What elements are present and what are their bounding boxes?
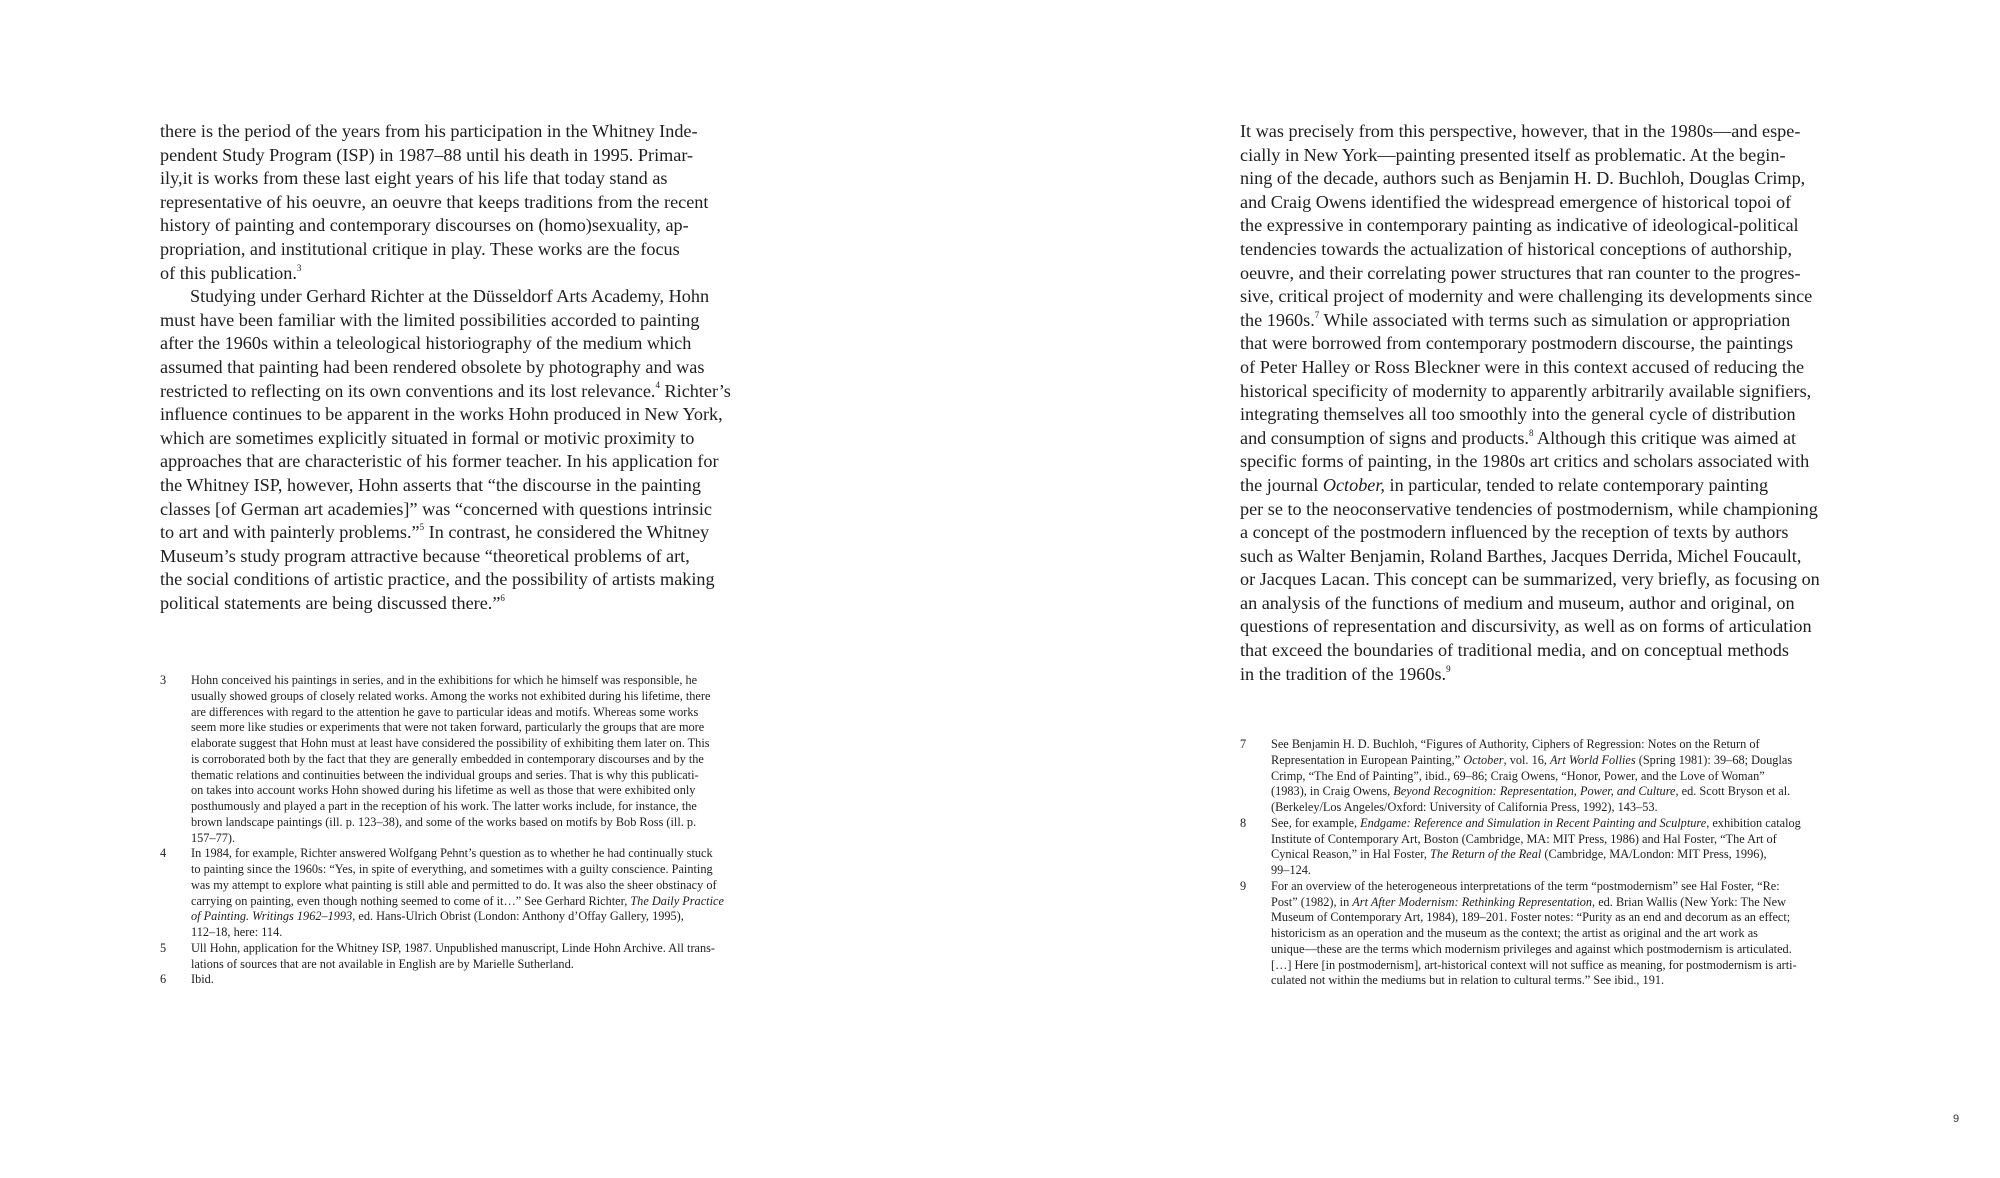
body-line: It was precisely from this perspective, however, that in the 1980s—and espe-: [1240, 121, 1801, 141]
footnote-line: (Berkeley/Los Angeles/Oxford: University of California Press, 1992), 143–53.: [1271, 800, 1658, 814]
body-line: must have been familiar with the limited possibilities accorded to painting: [160, 309, 700, 330]
footnote-line: are differences with regard to the attention he gave to particular ideas and motifs. Whereas some works: [191, 704, 699, 719]
body-line: [160, 521, 800, 545]
footnote-text: [191, 846, 800, 941]
footnote-line: [1271, 753, 1880, 769]
body-line: [1240, 474, 1880, 498]
footnote-line: [191, 894, 800, 910]
body-line: an analysis of the functions of medium and museum, author and original, on: [1240, 592, 1795, 613]
body-line: [160, 380, 800, 404]
body-line: ning of the decade, authors such as Benjamin H. D. Buchloh, Douglas Crimp,: [1240, 168, 1806, 189]
body-line: integrating themselves all too smoothly into the general cycle of distribution: [1240, 404, 1796, 425]
issue-title: Art World Follies: [1550, 752, 1636, 767]
footnote-fragment: , ed. Brian Wallis (New York: The New: [1592, 894, 1786, 909]
footnote-4: [160, 846, 800, 941]
book-title: The Daily Practice: [630, 893, 724, 908]
body-line: specific forms of painting, in the 1980s art critics and scholars associated with: [1240, 451, 1810, 472]
footnote-line: is corroborated both by the fact that they are generally embedded in contemporary discourses and by the: [191, 751, 704, 766]
body-line: after the 1960s within a teleological historiography of the medium which: [160, 333, 692, 354]
body-line: that were borrowed from contemporary postmodern discourse, the paintings: [1240, 333, 1794, 354]
footnote-fragment: (1983), in Craig Owens,: [1271, 784, 1394, 799]
footnote-line: [1271, 895, 1880, 911]
body-line: such as Walter Benjamin, Roland Barthes, Jacques Derrida, Michel Foucault,: [1240, 545, 1802, 566]
footnote-fragment: Cynical Reason,” in Hal Foster,: [1271, 847, 1430, 862]
body-line: of Peter Halley or Ross Bleckner were in this context accused of reducing the: [1240, 356, 1805, 377]
body-line: history of painting and contemporary discourses on (homo)sexuality, ap-: [160, 215, 689, 236]
footnote-fragment: , vol. 16,: [1503, 752, 1551, 767]
body-line: Museum’s study program attractive because “theoretical problems of art,: [160, 545, 690, 566]
book-title: of Painting. Writings 1962–1993: [191, 909, 353, 924]
body-line: [160, 592, 800, 616]
footnote-line: thematic relations and continuities between the individual groups and series. That is why this publicati-: [191, 767, 699, 782]
footnote-6: [160, 972, 800, 988]
body-line: that exceed the boundaries of traditional media, and on conceptual methods: [1240, 640, 1789, 661]
footnote-line: was my attempt to explore what painting is still able and permitted to do. It was also the sheer obstinacy of: [191, 877, 717, 892]
body-line: Studying under Gerhard Richter at the Düsseldorf Arts Academy, Hohn: [190, 286, 710, 307]
footnote-line: historicism as an operation and the museum as the context; the artist as original and the art work as: [1271, 926, 1758, 940]
body-line: propriation, and institutional critique in play. These works are the focus: [160, 238, 680, 259]
footnote-line: Museum of Contemporary Art, 1984), 189–201. Foster notes: “Purity as an end and decorum as an effect;: [1271, 910, 1791, 925]
body-line: [1240, 427, 1880, 451]
footnote-text: [1271, 737, 1880, 816]
book-title: Beyond Recognition: Representation, Power, and Culture: [1393, 784, 1676, 799]
body-text-fragment: Although this critique was aimed at: [1533, 427, 1797, 448]
footnote-fragment: (Spring 1981): 39–68; Douglas: [1635, 752, 1793, 767]
body-line: classes [of German art academies]” was “concerned with questions intrinsic: [160, 498, 712, 519]
footnote-line: [191, 909, 800, 925]
body-line: sive, critical project of modernity and were challenging its developments since: [1240, 286, 1813, 307]
footnote-fragment: Post” (1982), in: [1271, 894, 1353, 909]
footnote-line: posthumously and played a part in the reception of his work. The latter works include, for instance, the: [191, 799, 697, 813]
footnote-line: Ull Hohn, application for the Whitney ISP, 1987. Unpublished manuscript, Linde Hohn Archive. All trans-: [191, 940, 716, 955]
footnote-ref-6[interactable]: 6: [500, 592, 505, 603]
body-line: [160, 262, 800, 286]
book-title: Endgame: Reference and Simulation in Recent Painting and Sculpture: [1360, 815, 1707, 830]
body-line: tendencies towards the actualization of historical conceptions of authorship,: [1240, 238, 1793, 259]
footnote-line: seem more like studies or experiments that were not taken forward, particularly the groups that are more: [191, 720, 705, 735]
footnote-ref-8[interactable]: 8: [1528, 427, 1534, 438]
body-line: or Jacques Lacan. This concept can be summarized, very briefly, as focusing on: [1240, 569, 1820, 590]
footnote-number: 4: [160, 846, 167, 861]
footnote-3: [160, 673, 800, 846]
body-text-fragment: While associated with terms such as simulation or appropriation: [1319, 309, 1791, 330]
footnote-text: [1271, 879, 1880, 989]
body-text-fragment: the 1960s.: [1240, 309, 1315, 330]
footnote-text: [191, 941, 800, 973]
body-line: questions of representation and discursivity, as well as on forms of articulation: [1240, 616, 1812, 637]
body-line: which are sometimes explicitly situated in formal or motivic proximity to: [160, 427, 695, 448]
footnote-7: [1240, 737, 1880, 816]
footnote-line: to painting since the 1960s: “Yes, in spite of everything, and sometimes with a guilty conscience. Painting: [191, 862, 713, 876]
footnote-ref-7[interactable]: 7: [1314, 309, 1320, 320]
footnote-line: lations of sources that are not available in English are by Marielle Sutherland.: [191, 956, 574, 971]
footnote-line: In 1984, for example, Richter answered Wolfgang Pehnt’s question as to whether he had continually stuck: [191, 846, 713, 861]
body-line: and Craig Owens identified the widespread emergence of historical topoi of: [1240, 191, 1792, 212]
left-footnotes: [160, 673, 800, 988]
footnote-fragment: , ed. Hans-Ulrich Obrist (London: Anthony d’Offay Gallery, 1995),: [352, 909, 684, 924]
body-line: the Whitney ISP, however, Hohn asserts that “the discourse in the painting: [160, 474, 701, 495]
footnote-text: [191, 972, 800, 988]
footnote-line: on takes into account works Hohn showed during his lifetime as well as those that were exhibited only: [191, 783, 696, 798]
body-line: the social conditions of artistic practice, and the possibility of artists making: [160, 569, 715, 590]
page-number: 9: [1953, 1113, 1960, 1125]
footnote-line: […] Here [in postmodernism], art-historical context will not suffice as meaning, for postmodernism is arti-: [1271, 957, 1797, 972]
footnote-line: Ibid.: [191, 972, 214, 987]
footnote-number: 6: [160, 972, 167, 987]
body-text-fragment: in particular, tended to relate contemporary painting: [1384, 474, 1769, 495]
body-line: ily,it is works from these last eight years of his life that today stand as: [160, 168, 668, 189]
footnote-9: [1240, 879, 1880, 989]
body-text-fragment: of this publication.: [160, 262, 297, 283]
body-text-fragment: In contrast, he considered the Whitney: [424, 522, 710, 543]
footnote-fragment: carrying on painting, even though nothing seemed to come of it…” See Gerhard Richter,: [191, 893, 631, 908]
footnote-line: [1271, 816, 1880, 832]
body-line: influence continues to be apparent in the works Hohn produced in New York,: [160, 404, 723, 425]
body-line: representative of his oeuvre, an oeuvre that keeps traditions from the recent: [160, 191, 709, 212]
footnote-line: Hohn conceived his paintings in series, and in the exhibitions for which he himself was responsible, he: [191, 673, 698, 687]
footnote-line: Crimp, “The End of Painting”, ibid., 69–86; Craig Owens, “Honor, Power, and the Love of Woman”: [1271, 768, 1765, 783]
footnote-5: [160, 941, 800, 973]
footnote-fragment: , exhibition catalog: [1706, 815, 1801, 830]
footnote-line: culated not within the mediums but in relation to cultural terms.” See ibid., 191.: [1271, 973, 1665, 988]
footnote-fragment: Representation in European Painting,”: [1271, 752, 1464, 767]
footnote-line: brown landscape paintings (ill. p. 123–38), and some of the works based on motifs by Bob Ross (ill. p.: [191, 814, 697, 829]
left-body-text: [160, 120, 800, 615]
body-line: pendent Study Program (ISP) in 1987–88 until his death in 1995. Primar-: [160, 144, 694, 165]
body-text-fragment: restricted to reflecting on its own conventions and its lost relevance.: [160, 380, 656, 401]
body-line: a concept of the postmodern influenced by the reception of texts by authors: [1240, 522, 1789, 543]
footnote-fragment: , ed. Scott Bryson et al.: [1675, 784, 1791, 799]
body-line: approaches that are characteristic of his former teacher. In his application for: [160, 451, 719, 472]
book-title: The Return of the Real: [1430, 847, 1542, 862]
footnote-number: 9: [1240, 878, 1247, 893]
footnote-line: elaborate suggest that Hohn must at least have considered the possibility of exhibiting them later on. This: [191, 736, 710, 750]
footnote-ref-5[interactable]: 5: [419, 522, 425, 533]
right-body-text: [1240, 120, 1880, 686]
footnote-8: [1240, 816, 1880, 879]
body-text-fragment: in the tradition of the 1960s.: [1240, 663, 1447, 684]
body-text-fragment: and consumption of signs and products.: [1240, 427, 1529, 448]
footnote-fragment: See, for example,: [1271, 815, 1361, 830]
body-text-fragment: political statements are being discussed there.”: [160, 592, 501, 613]
footnote-line: unique—these are the terms which modernism privileges and against which postmodernism is articulated.: [1271, 941, 1792, 956]
body-line: per se to the neoconservative tendencies of postmodernism, while championing: [1240, 498, 1818, 519]
body-line: [1240, 663, 1880, 687]
footnote-ref-4[interactable]: 4: [655, 380, 660, 391]
journal-title: October,: [1322, 474, 1385, 495]
footnote-line: Institute of Contemporary Art, Boston (Cambridge, MA: MIT Press, 1986) and Hal Foster, “The Art of: [1271, 831, 1777, 846]
footnote-line: [1271, 847, 1880, 863]
footnote-text: [191, 673, 800, 846]
footnote-number: 3: [160, 673, 167, 687]
footnote-number: 5: [160, 940, 167, 955]
body-line: assumed that painting had been rendered obsolete by photography and was: [160, 356, 705, 377]
body-line: historical specificity of modernity to apparently arbitrarily available signifiers,: [1240, 380, 1812, 401]
footnote-line: usually showed groups of closely related works. Among the works not exhibited during his lifetime, there: [191, 688, 711, 703]
footnote-ref-3[interactable]: 3: [296, 262, 302, 273]
right-footnotes: [1240, 737, 1880, 989]
body-line: cially in New York—painting presented itself as problematic. At the begin-: [1240, 144, 1786, 165]
footnote-text: [1271, 816, 1880, 879]
footnote-ref-9[interactable]: 9: [1446, 663, 1451, 674]
right-page: [1000, 0, 2000, 1178]
footnote-line: [1271, 784, 1880, 800]
body-line: [1240, 309, 1880, 333]
footnote-line: See Benjamin H. D. Buchloh, “Figures of Authority, Ciphers of Regression: Notes on the Return of: [1271, 737, 1760, 751]
body-text-fragment: Richter’s: [659, 380, 731, 401]
footnote-line: 157–77).: [191, 830, 236, 845]
footnote-line: 112–18, here: 114.: [191, 925, 283, 939]
body-text-fragment: to art and with painterly problems.”: [160, 522, 420, 543]
footnote-line: 99–124.: [1271, 863, 1311, 877]
footnote-number: 7: [1240, 737, 1247, 751]
book-title: Art After Modernism: Rethinking Representation: [1352, 894, 1593, 909]
body-line: there is the period of the years from his participation in the Whitney Inde-: [160, 121, 698, 141]
footnote-fragment: (Cambridge, MA/London: MIT Press, 1996),: [1541, 847, 1767, 862]
footnote-number: 8: [1240, 815, 1247, 830]
journal-title: October: [1463, 752, 1504, 767]
body-line: the expressive in contemporary painting as indicative of ideological-political: [1240, 215, 1799, 236]
body-text-fragment: the journal: [1240, 474, 1323, 495]
body-line: oeuvre, and their correlating power structures that ran counter to the progres-: [1240, 262, 1801, 283]
footnote-line: For an overview of the heterogeneous interpretations of the term “postmodernism” see Hal Foster, “Re:: [1271, 878, 1780, 893]
